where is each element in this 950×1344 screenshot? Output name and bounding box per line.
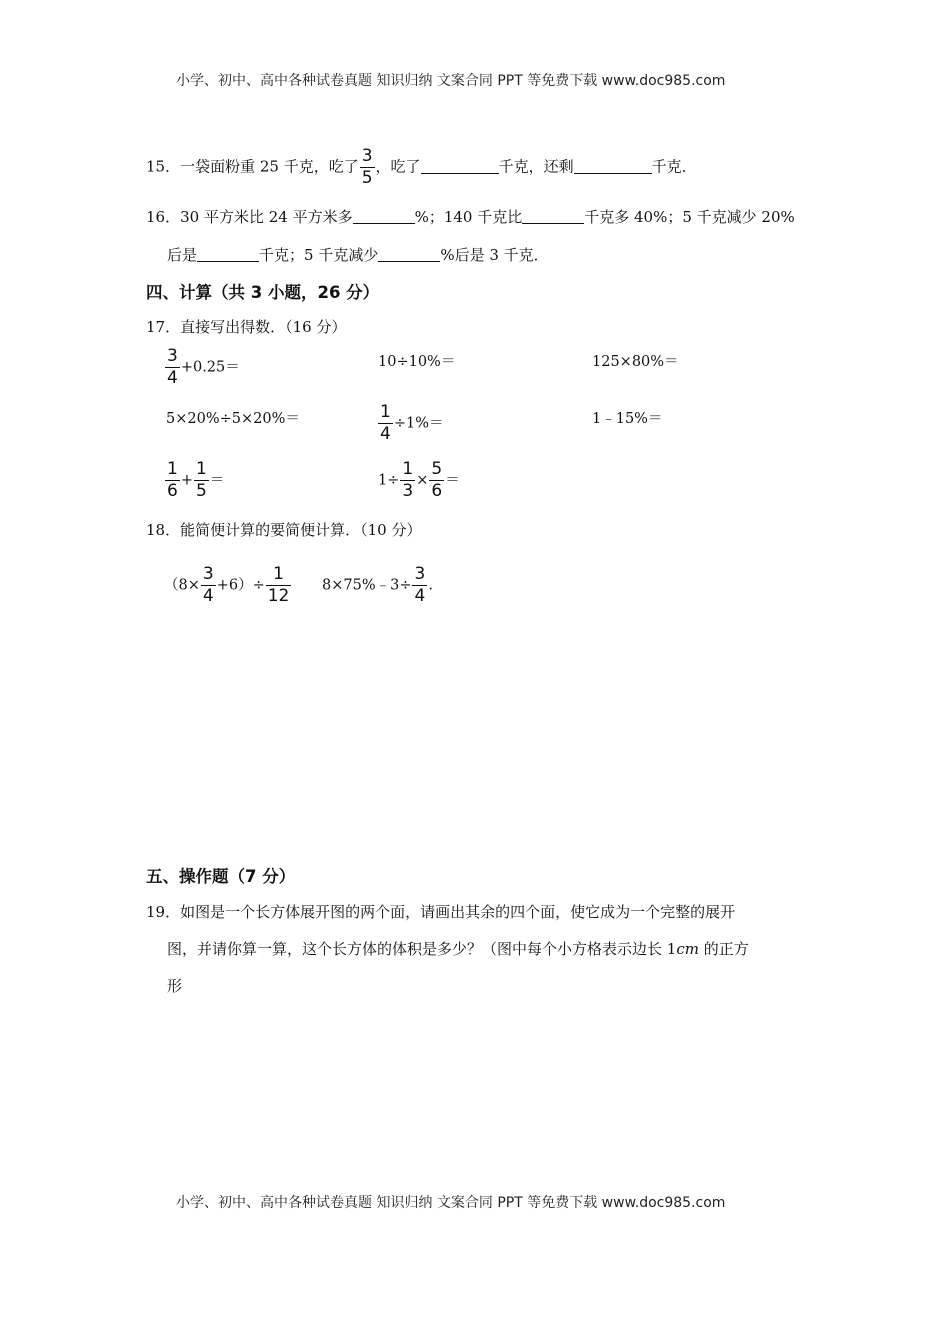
q17-expr-8 [378, 461, 460, 500]
q17-e8-num-2: 5 [431, 459, 443, 479]
q17-e7-den-2: 5 [195, 481, 207, 501]
q15-blank-2[interactable] [574, 158, 652, 174]
q17-e7-num-1: 1 [167, 459, 178, 479]
q18-b-den-1: 4 [414, 586, 426, 606]
q17-expr-5 [377, 404, 443, 443]
q18-a-pre: （8× [164, 577, 200, 594]
q18-b-pre: 8×75%﹣3÷ [322, 577, 412, 594]
q17-expr-2: 10÷10%＝ [378, 354, 456, 370]
question-19-line-3: 形 [167, 977, 183, 995]
question-18-title: 18．能简便计算的要简便计算．（10 分） [146, 521, 422, 539]
q18-b-fraction-1 [412, 566, 427, 605]
q16-text-c: 千克多 40%；5 千克减少 20% [584, 208, 795, 226]
q17-e8-rest: ＝ [445, 472, 460, 489]
q16-blank-1[interactable] [353, 208, 415, 224]
q18-b-num-1: 3 [414, 564, 426, 584]
page-header: 小学、初中、高中各种试卷真题 知识归纳 文案合同 PPT 等免费下载 www.doc985.com [176, 73, 726, 89]
q15-blank-1[interactable] [421, 158, 499, 174]
q16-blank-2[interactable] [522, 208, 584, 224]
q17-e1-num: 3 [167, 346, 178, 366]
q17-e8-den-1: 3 [402, 481, 414, 501]
q18-a-mid: +6）÷ [216, 577, 265, 594]
q17-e5-fraction [378, 404, 393, 443]
q19-unit: cm [676, 940, 699, 958]
q17-e5-rest: ÷1%＝ [393, 415, 444, 432]
q17-e1-rest: +0.25＝ [180, 359, 240, 376]
q15-mid2: 千克，还剩 [498, 157, 574, 176]
question-19-line-1: 19．如图是一个长方体展开图的两个面，请画出其余的四个面，使它成为一个完整的展开 [146, 903, 736, 921]
q16-text-f: %后是 3 千克． [440, 246, 549, 264]
q17-e5-den: 4 [380, 424, 391, 444]
q17-e8-fraction-1 [400, 461, 415, 500]
q15-suffix: 千克． [651, 157, 697, 176]
q17-e8-num-1: 1 [402, 459, 414, 479]
q15-frac-den: 5 [361, 168, 373, 188]
q19-line2-a: 图，并请你算一算，这个长方体的体积是多少？（图中每个小方格表示边长 1 [167, 940, 677, 958]
q16-blank-4[interactable] [378, 246, 440, 262]
section-4-title: 四、计算（共 3 小题，26 分） [146, 283, 380, 302]
q17-expr-1 [164, 348, 240, 387]
q18-expr-a [164, 566, 292, 605]
q18-a-num-1: 3 [202, 564, 214, 584]
q16-text-e: 千克；5 千克减少 [259, 246, 379, 264]
section-5-title: 五、操作题（7 分） [146, 867, 296, 886]
q17-e1-den: 4 [167, 368, 178, 388]
question-17-title: 17．直接写出得数．（16 分） [146, 318, 347, 336]
q17-e7-fraction-2 [194, 461, 209, 500]
q17-expr-4: 5×20%÷5×20%＝ [166, 411, 300, 427]
q16-text-d: 后是 [167, 246, 198, 264]
q15-fraction [360, 148, 375, 187]
q15-prefix: 15．一袋面粉重 25 千克，吃了 [146, 157, 359, 176]
q18-a-fraction-2 [266, 566, 292, 605]
question-16-line-2 [167, 244, 549, 265]
q17-expr-6: 1﹣15%＝ [592, 411, 663, 427]
q17-e7-num-2: 1 [195, 459, 207, 479]
q18-a-den-1: 4 [202, 586, 214, 606]
q15-frac-num: 3 [361, 146, 373, 166]
q17-e8-fraction-2 [429, 461, 444, 500]
q16-text-b: %；140 千克比 [414, 208, 523, 226]
q17-e7-den-1: 6 [167, 481, 178, 501]
q17-e7-rest: ＝ [209, 472, 225, 489]
q17-e8-den-2: 6 [431, 481, 443, 501]
q17-e7-op: + [180, 472, 193, 489]
q17-e8-op: × [416, 472, 429, 489]
question-15 [146, 148, 697, 187]
q17-e1-fraction [165, 348, 180, 387]
q17-expr-7 [164, 461, 224, 500]
q17-e8-pre: 1÷ [378, 472, 400, 489]
q17-e5-num: 1 [380, 402, 391, 422]
q16-blank-3[interactable] [197, 246, 259, 262]
q18-a-fraction-1 [201, 566, 216, 605]
page-footer: 小学、初中、高中各种试卷真题 知识归纳 文案合同 PPT 等免费下载 www.doc985.com [176, 1195, 726, 1211]
q18-a-num-2: 1 [273, 564, 284, 584]
q17-e7-fraction-1 [165, 461, 180, 500]
q17-expr-3: 125×80%＝ [592, 354, 679, 370]
q18-b-post: . [428, 577, 433, 594]
question-16-line-1 [146, 206, 795, 227]
q18-a-den-2: 12 [267, 586, 290, 606]
q18-expr-b [322, 566, 433, 605]
q19-line2-b: 的正方 [698, 940, 749, 958]
question-19-line-2 [167, 938, 749, 959]
q15-mid: ，吃了 [375, 157, 421, 176]
q16-text-a: 16．30 平方米比 24 平方米多 [146, 208, 353, 226]
